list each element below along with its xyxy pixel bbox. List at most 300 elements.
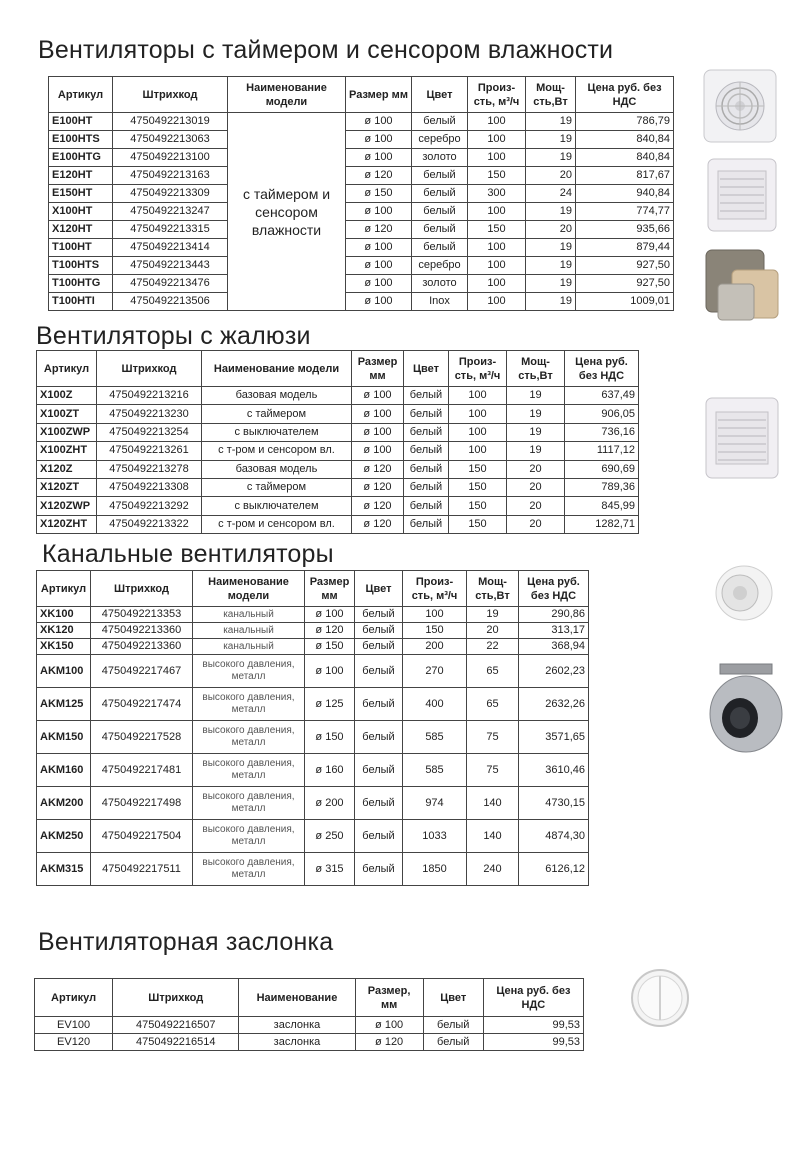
table-cell: 1850 <box>403 853 467 886</box>
table-cell: ø 100 <box>346 275 412 293</box>
table-cell: 940,84 <box>576 185 674 203</box>
table-cell: 20 <box>467 623 519 639</box>
table-cell: высокого давления, металл <box>193 721 305 754</box>
table-cell: 19 <box>526 239 576 257</box>
table-cell: ø 120 <box>352 460 404 478</box>
table-cell: 150 <box>403 623 467 639</box>
table-cell: белый <box>423 1034 483 1051</box>
table-cell: 99,53 <box>483 1034 583 1051</box>
table-cell: ø 120 <box>346 167 412 185</box>
damper-image <box>628 966 692 1030</box>
table-cell: белый <box>423 1017 483 1034</box>
table-cell: 368,94 <box>519 639 589 655</box>
table-cell: 4750492213019 <box>113 113 228 131</box>
table-row <box>49 131 674 149</box>
table-cell: 4750492213309 <box>113 185 228 203</box>
table-cell: 4750492213322 <box>97 515 202 533</box>
table-cell: 585 <box>403 754 467 787</box>
table-cell: ø 100 <box>305 607 355 623</box>
table-cell: ø 100 <box>352 442 404 460</box>
table-louver <box>36 350 639 534</box>
table-row <box>37 460 639 478</box>
table-cell: ø 120 <box>352 478 404 496</box>
table-cell: 19 <box>507 423 565 441</box>
table-cell: серебро <box>412 131 468 149</box>
table-cell: заслонка <box>239 1017 355 1034</box>
table-cell: EV100 <box>35 1017 113 1034</box>
table-row <box>49 239 674 257</box>
table-cell: E150HT <box>49 185 113 203</box>
table-row <box>49 257 674 275</box>
table-row <box>37 688 589 721</box>
column-header: Штрихкод <box>91 571 193 607</box>
table-cell: с т-ром и сенсором вл. <box>202 515 352 533</box>
table-cell: 19 <box>526 203 576 221</box>
table-cell: 4750492217467 <box>91 655 193 688</box>
column-header: Произ-сть, м³/ч <box>403 571 467 607</box>
table-cell: 100 <box>468 113 526 131</box>
table-cell: 19 <box>507 442 565 460</box>
table-cell: X120HT <box>49 221 113 239</box>
table-cell: 4750492217481 <box>91 754 193 787</box>
table-cell: белый <box>412 167 468 185</box>
table-row <box>37 497 639 515</box>
column-header: Наименование модели <box>202 351 352 387</box>
table-cell: с выключателем <box>202 497 352 515</box>
table-cell: белый <box>412 221 468 239</box>
column-header: Артикул <box>49 77 113 113</box>
table-cell: белый <box>412 113 468 131</box>
column-header: Мощ-сть,Вт <box>507 351 565 387</box>
table-cell: X100HT <box>49 203 113 221</box>
table-row <box>37 787 589 820</box>
column-header: Штрихкод <box>113 77 228 113</box>
table-cell: AKM125 <box>37 688 91 721</box>
section-title-timer: Вентиляторы с таймером и сенсором влажности <box>38 36 614 64</box>
table-cell: 99,53 <box>483 1017 583 1034</box>
table-cell: 4750492213278 <box>97 460 202 478</box>
table-row <box>37 387 639 405</box>
table-cell: 75 <box>467 721 519 754</box>
table-row <box>37 639 589 655</box>
table-cell: высокого давления, металл <box>193 820 305 853</box>
table-cell: 313,17 <box>519 623 589 639</box>
table-cell: 75 <box>467 754 519 787</box>
table-cell: 20 <box>507 515 565 533</box>
table-cell: 100 <box>403 607 467 623</box>
table-cell: ø 120 <box>346 221 412 239</box>
table-cell: базовая модель <box>202 387 352 405</box>
table-cell: белый <box>404 442 449 460</box>
table-cell: 4730,15 <box>519 787 589 820</box>
table-cell: 690,69 <box>565 460 639 478</box>
table-cell: 4750492213506 <box>113 293 228 311</box>
table-cell: T100HTI <box>49 293 113 311</box>
table-cell: T100HT <box>49 239 113 257</box>
table-cell: белый <box>355 754 403 787</box>
table-cell: 20 <box>507 497 565 515</box>
table-cell: 935,66 <box>576 221 674 239</box>
table-cell: 20 <box>526 167 576 185</box>
table-cell: T100HTS <box>49 257 113 275</box>
table-cell: 150 <box>449 515 507 533</box>
table-row <box>37 478 639 496</box>
table-cell: 4750492213353 <box>91 607 193 623</box>
table-cell: высокого давления, металл <box>193 754 305 787</box>
table-cell: с т-ром и сенсором вл. <box>202 442 352 460</box>
column-header: Артикул <box>35 979 113 1017</box>
column-header: Размер мм <box>352 351 404 387</box>
column-header: Мощ-сть,Вт <box>526 77 576 113</box>
table-cell: 1282,71 <box>565 515 639 533</box>
table-cell: с таймером <box>202 405 352 423</box>
table-cell: 845,99 <box>565 497 639 515</box>
table-cell: 4750492217504 <box>91 820 193 853</box>
table-cell: Inox <box>412 293 468 311</box>
table-cell: 3610,46 <box>519 754 589 787</box>
table-row <box>37 655 589 688</box>
table-row <box>49 185 674 203</box>
table-cell: 4750492217498 <box>91 787 193 820</box>
table-cell: AKM250 <box>37 820 91 853</box>
section-title-louver: Вентиляторы с жалюзи <box>36 322 311 350</box>
table-cell: X120Z <box>37 460 97 478</box>
table-cell: высокого давления, металл <box>193 655 305 688</box>
table-cell: 4750492216507 <box>113 1017 239 1034</box>
table-cell: 19 <box>526 149 576 167</box>
table-cell: E100HTG <box>49 149 113 167</box>
table-cell: ø 100 <box>346 203 412 221</box>
table-cell: заслонка <box>239 1034 355 1051</box>
column-header: Цена руб. без НДС <box>483 979 583 1017</box>
table-cell: ø 160 <box>305 754 355 787</box>
table-cell: базовая модель <box>202 460 352 478</box>
table-cell: 974 <box>403 787 467 820</box>
table-cell: X100ZHT <box>37 442 97 460</box>
table-row <box>37 721 589 754</box>
table-cell: T100HTG <box>49 275 113 293</box>
table-cell: белый <box>355 820 403 853</box>
table-cell: 4750492216514 <box>113 1034 239 1051</box>
table-cell: 4750492213414 <box>113 239 228 257</box>
table-cell: 6126,12 <box>519 853 589 886</box>
column-header: Цвет <box>355 571 403 607</box>
table-cell: 150 <box>468 221 526 239</box>
column-header: Размер мм <box>305 571 355 607</box>
table-cell: 786,79 <box>576 113 674 131</box>
table-cell: ø 100 <box>346 131 412 149</box>
table-cell: 4750492217528 <box>91 721 193 754</box>
table-cell: ø 100 <box>346 149 412 167</box>
table-row <box>35 1017 584 1034</box>
table-cell: 927,50 <box>576 275 674 293</box>
table-cell: 4750492213360 <box>91 623 193 639</box>
table-cell: AKM315 <box>37 853 91 886</box>
table-cell: 100 <box>468 203 526 221</box>
table-cell: 65 <box>467 655 519 688</box>
table-cell: 19 <box>507 387 565 405</box>
table-row <box>37 442 639 460</box>
table-cell: X100ZT <box>37 405 97 423</box>
table-cell: 100 <box>449 423 507 441</box>
table-cell: 4750492213476 <box>113 275 228 293</box>
table-cell: белый <box>355 607 403 623</box>
table-cell: XK150 <box>37 639 91 655</box>
table-cell: белый <box>404 405 449 423</box>
table-cell: 100 <box>468 257 526 275</box>
table-row <box>37 607 589 623</box>
table-cell: ø 315 <box>305 853 355 886</box>
table-cell: ø 120 <box>352 515 404 533</box>
model-name-cell: с таймером и сенсором влажности <box>228 113 346 311</box>
table-cell: белый <box>355 639 403 655</box>
table-cell: 585 <box>403 721 467 754</box>
column-header: Цена руб. без НДС <box>565 351 639 387</box>
table-cell: канальный <box>193 639 305 655</box>
table-cell: 20 <box>507 460 565 478</box>
table-cell: 19 <box>526 131 576 149</box>
table-cell: 4750492217511 <box>91 853 193 886</box>
table-cell: ø 100 <box>346 239 412 257</box>
table-cell: белый <box>355 688 403 721</box>
table-row <box>37 754 589 787</box>
table-cell: E100HT <box>49 113 113 131</box>
table-cell: белый <box>355 853 403 886</box>
column-header: Наименование <box>239 979 355 1017</box>
column-header: Произ-сть, м³/ч <box>468 77 526 113</box>
table-cell: 19 <box>526 113 576 131</box>
table-cell: 150 <box>449 497 507 515</box>
table-cell: 637,49 <box>565 387 639 405</box>
table-cell: 100 <box>468 275 526 293</box>
table-cell: ø 120 <box>305 623 355 639</box>
section-title-damper: Вентиляторная заслонка <box>38 928 334 956</box>
table-cell: ø 150 <box>305 721 355 754</box>
table-cell: 1009,01 <box>576 293 674 311</box>
table-cell: 817,67 <box>576 167 674 185</box>
table-cell: 840,84 <box>576 131 674 149</box>
table-cell: ø 100 <box>352 387 404 405</box>
table-cell: 19 <box>507 405 565 423</box>
table-cell: 1117,12 <box>565 442 639 460</box>
table-cell: золото <box>412 149 468 167</box>
table-cell: 100 <box>468 131 526 149</box>
table-cell: ø 100 <box>346 113 412 131</box>
table-cell: 100 <box>468 149 526 167</box>
table-cell: 140 <box>467 820 519 853</box>
table-cell: XK120 <box>37 623 91 639</box>
table-cell: белый <box>355 623 403 639</box>
table-cell: 20 <box>526 221 576 239</box>
column-header: Наименование модели <box>228 77 346 113</box>
table-cell: 4750492213308 <box>97 478 202 496</box>
table-cell: 100 <box>449 442 507 460</box>
table-cell: белый <box>404 497 449 515</box>
table-cell: X120ZWP <box>37 497 97 515</box>
table-cell: 19 <box>526 275 576 293</box>
table-cell: серебро <box>412 257 468 275</box>
table-cell: 4750492213254 <box>97 423 202 441</box>
table-cell: 4750492213100 <box>113 149 228 167</box>
table-cell: белый <box>355 655 403 688</box>
table-cell: 150 <box>449 478 507 496</box>
fan-t-series-image <box>700 248 782 322</box>
table-cell: E120HT <box>49 167 113 185</box>
duct-fan-round-image <box>706 662 786 760</box>
fan-x-series-image <box>706 157 778 233</box>
table-cell: 840,84 <box>576 149 674 167</box>
table-row <box>37 820 589 853</box>
table-cell: 150 <box>468 167 526 185</box>
column-header: Штрихкод <box>113 979 239 1017</box>
table-row <box>35 1034 584 1051</box>
table-cell: белый <box>404 515 449 533</box>
table-cell: ø 100 <box>305 655 355 688</box>
table-cell: 19 <box>526 257 576 275</box>
table-duct <box>36 570 589 886</box>
table-cell: белый <box>412 239 468 257</box>
table-cell: 100 <box>468 239 526 257</box>
table-cell: 100 <box>449 387 507 405</box>
table-row <box>49 293 674 311</box>
table-cell: канальный <box>193 623 305 639</box>
table-cell: белый <box>355 787 403 820</box>
table-cell: 270 <box>403 655 467 688</box>
table-cell: X120ZT <box>37 478 97 496</box>
column-header: Размер, мм <box>355 979 423 1017</box>
table-cell: 19 <box>467 607 519 623</box>
table-cell: 4750492213315 <box>113 221 228 239</box>
table-cell: белый <box>404 423 449 441</box>
table-cell: 4750492213247 <box>113 203 228 221</box>
table-cell: 300 <box>468 185 526 203</box>
table-cell: 100 <box>468 293 526 311</box>
table-cell: белый <box>404 460 449 478</box>
table-row <box>49 221 674 239</box>
table-row <box>49 113 674 131</box>
column-header: Наименование модели <box>193 571 305 607</box>
column-header: Цена руб. без НДС <box>519 571 589 607</box>
table-cell: с таймером <box>202 478 352 496</box>
table-cell: 4750492213216 <box>97 387 202 405</box>
table-cell: канальный <box>193 607 305 623</box>
column-header: Произ-сть, м³/ч <box>449 351 507 387</box>
table-cell: 200 <box>403 639 467 655</box>
column-header: Артикул <box>37 571 91 607</box>
table-cell: 400 <box>403 688 467 721</box>
table-cell: X100Z <box>37 387 97 405</box>
table-cell: 3571,65 <box>519 721 589 754</box>
table-cell: ø 100 <box>352 423 404 441</box>
column-header: Артикул <box>37 351 97 387</box>
table-row <box>49 203 674 221</box>
table-row <box>37 853 589 886</box>
table-row <box>49 149 674 167</box>
table-cell: белый <box>412 203 468 221</box>
table-cell: ø 100 <box>355 1017 423 1034</box>
table-cell: ø 100 <box>346 257 412 275</box>
table-cell: AKM150 <box>37 721 91 754</box>
table-cell: 774,77 <box>576 203 674 221</box>
column-header: Цвет <box>423 979 483 1017</box>
table-row <box>37 623 589 639</box>
table-cell: 2602,23 <box>519 655 589 688</box>
table-cell: 100 <box>449 405 507 423</box>
table-cell: ø 150 <box>346 185 412 203</box>
table-cell: высокого давления, металл <box>193 688 305 721</box>
duct-fan-small-image <box>712 562 776 624</box>
table-cell: 1033 <box>403 820 467 853</box>
table-cell: E100HTS <box>49 131 113 149</box>
table-cell: золото <box>412 275 468 293</box>
table-cell: 24 <box>526 185 576 203</box>
table-row <box>37 423 639 441</box>
table-row <box>49 275 674 293</box>
column-header: Мощ-сть,Вт <box>467 571 519 607</box>
column-header: Размер мм <box>346 77 412 113</box>
table-cell: EV120 <box>35 1034 113 1051</box>
table-cell: 789,36 <box>565 478 639 496</box>
table-cell: ø 100 <box>346 293 412 311</box>
table-cell: AKM160 <box>37 754 91 787</box>
table-cell: 290,86 <box>519 607 589 623</box>
table-cell: белый <box>404 478 449 496</box>
table-cell: 906,05 <box>565 405 639 423</box>
table-cell: ø 150 <box>305 639 355 655</box>
table-cell: 4750492213292 <box>97 497 202 515</box>
table-cell: ø 120 <box>355 1034 423 1051</box>
table-row <box>49 167 674 185</box>
table-cell: высокого давления, металл <box>193 787 305 820</box>
table-cell: 150 <box>449 460 507 478</box>
table-cell: 879,44 <box>576 239 674 257</box>
table-cell: высокого давления, металл <box>193 853 305 886</box>
column-header: Цвет <box>412 77 468 113</box>
table-cell: ø 250 <box>305 820 355 853</box>
table-cell: ø 120 <box>352 497 404 515</box>
table-cell: XK100 <box>37 607 91 623</box>
table-damper <box>34 978 584 1051</box>
column-header: Цена руб. без НДС <box>576 77 674 113</box>
table-cell: белый <box>355 721 403 754</box>
table-cell: 4874,30 <box>519 820 589 853</box>
table-cell: ø 200 <box>305 787 355 820</box>
table-cell: 19 <box>526 293 576 311</box>
table-cell: AKM100 <box>37 655 91 688</box>
table-cell: 4750492213230 <box>97 405 202 423</box>
section-title-duct: Канальные вентиляторы <box>42 540 334 568</box>
table-cell: 4750492213261 <box>97 442 202 460</box>
table-cell: 4750492213443 <box>113 257 228 275</box>
table-cell: 65 <box>467 688 519 721</box>
table-cell: 140 <box>467 787 519 820</box>
table-cell: 20 <box>507 478 565 496</box>
table-cell: 4750492213360 <box>91 639 193 655</box>
table-row <box>37 405 639 423</box>
table-cell: ø 125 <box>305 688 355 721</box>
table-cell: с выключателем <box>202 423 352 441</box>
table-cell: 240 <box>467 853 519 886</box>
table-cell: 927,50 <box>576 257 674 275</box>
table-row <box>37 515 639 533</box>
table-cell: ø 100 <box>352 405 404 423</box>
column-header: Цвет <box>404 351 449 387</box>
column-header: Штрихкод <box>97 351 202 387</box>
fan-louver-image <box>704 396 780 480</box>
table-cell: X120ZHT <box>37 515 97 533</box>
table-timer <box>48 76 674 311</box>
table-cell: X100ZWP <box>37 423 97 441</box>
